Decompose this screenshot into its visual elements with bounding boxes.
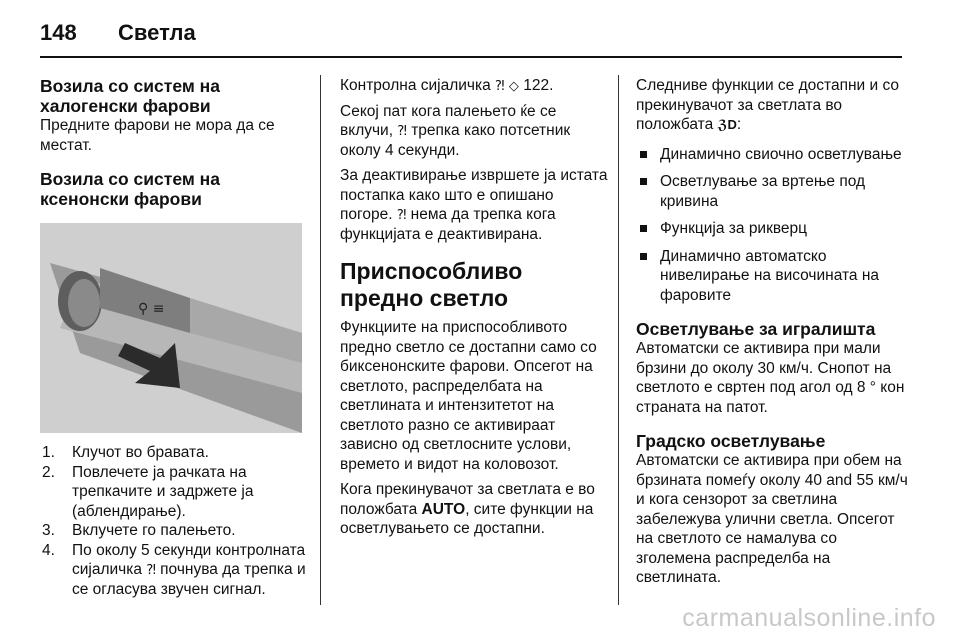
list-item: Динамично свиочно осветлување [636,145,908,165]
xenon-heading: Возила со систем на ксенонски фарови [40,169,220,209]
halogen-heading: Возила со систем на халогенски фарови [40,76,220,116]
list-item: Динамично автоматско нивелирање на височината на фаровите [636,247,908,306]
column-divider-1 [320,75,321,605]
deactivate-text: За деактивирање извршете ја истата постапка како што е опишано погоре. ⁈ нема да трепка кога функцијата е деактивирана. [340,167,608,243]
adaptive-light-heading: Приспособливо предно светло [340,258,523,311]
page-title: Светла [118,20,196,45]
functions-list [636,145,908,306]
header-divider [40,56,902,58]
playground-light-heading: Осветлување за игралишта [636,319,876,339]
warning-lamp-icon: ⁈ [396,207,407,222]
list-item: Функција за рикверц [636,219,908,239]
control-lamp-ref: Контролна сијаличка ⁈ ◇ 122. [340,77,554,94]
playground-light-text: Автоматски се активира при мали брзини до околу 30 км/ч. Снопот на светлото е свртен под агол од 8 ° кон страната на патот. [636,340,905,416]
warning-lamp-icon: ⁈ [146,562,156,577]
list-item: Осветлување за вртење под кривина [636,172,908,211]
dipped-beam-icon: ℨD [717,117,737,132]
warning-lamp-icon: ⁈ [495,78,505,93]
halogen-text: Предните фарови не мора да се местат. [40,117,275,154]
steps-list [40,443,310,599]
watermark: carmanualsonline.info [682,604,936,632]
step-item: 1. Клучот во бравата. [42,444,209,461]
column-2 [340,76,610,539]
column-1 [40,76,310,599]
page-reference-icon: ◇ [508,78,519,93]
page-number: 148 [40,20,77,45]
adaptive-light-text: Функциите на приспособливото предно светло се достапни само со биксенонските фарови. Опсегот на светлото, распределбата на светлината и интензитетот на светлото разно се активираат зависно од светлосните услови, времето и видот на коловозот. [340,319,597,473]
column-divider-2 [618,75,619,605]
reminder-text: Секој пат кога палењето ќе се вклучи, ⁈ трепка како потсетник околу 4 секунди. [340,102,571,159]
auto-position-text: Кога прекинувачот за светлата е во положбата AUTO, сите функции на осветлувањето се достапни. [340,481,595,537]
step-item: 4. По околу 5 секунди контролната сијаличка ⁈ почнува да трепка и се огласува звучен сигнал. [42,541,306,598]
warning-lamp-icon: ⁈ [397,123,407,138]
auto-label: AUTO [421,500,466,518]
lever-illustration [40,223,302,433]
svg-text:⚲ ≡: ⚲ ≡ [138,301,165,317]
column-3 [636,76,908,588]
lever-illustration-graphic [40,223,302,433]
city-light-text: Автоматски се активира при обем на брзината помеѓу околу 40 and 55 км/ч и кога сензорот за светлина забележува улични светла. Опсегот на светлото се намалува со зголемена распределба на светлината. [636,452,908,586]
step-item: 3. Вклучете го палењето. [42,522,236,539]
functions-intro: Следниве функции се достапни и со прекинувачот за светлата во положбата ℨD: [636,77,900,133]
city-light-heading: Градско осветлување [636,431,826,451]
step-item: 2. Повлечете ја рачката на трепкачите и задржете ја (аблендирање). [42,463,254,520]
